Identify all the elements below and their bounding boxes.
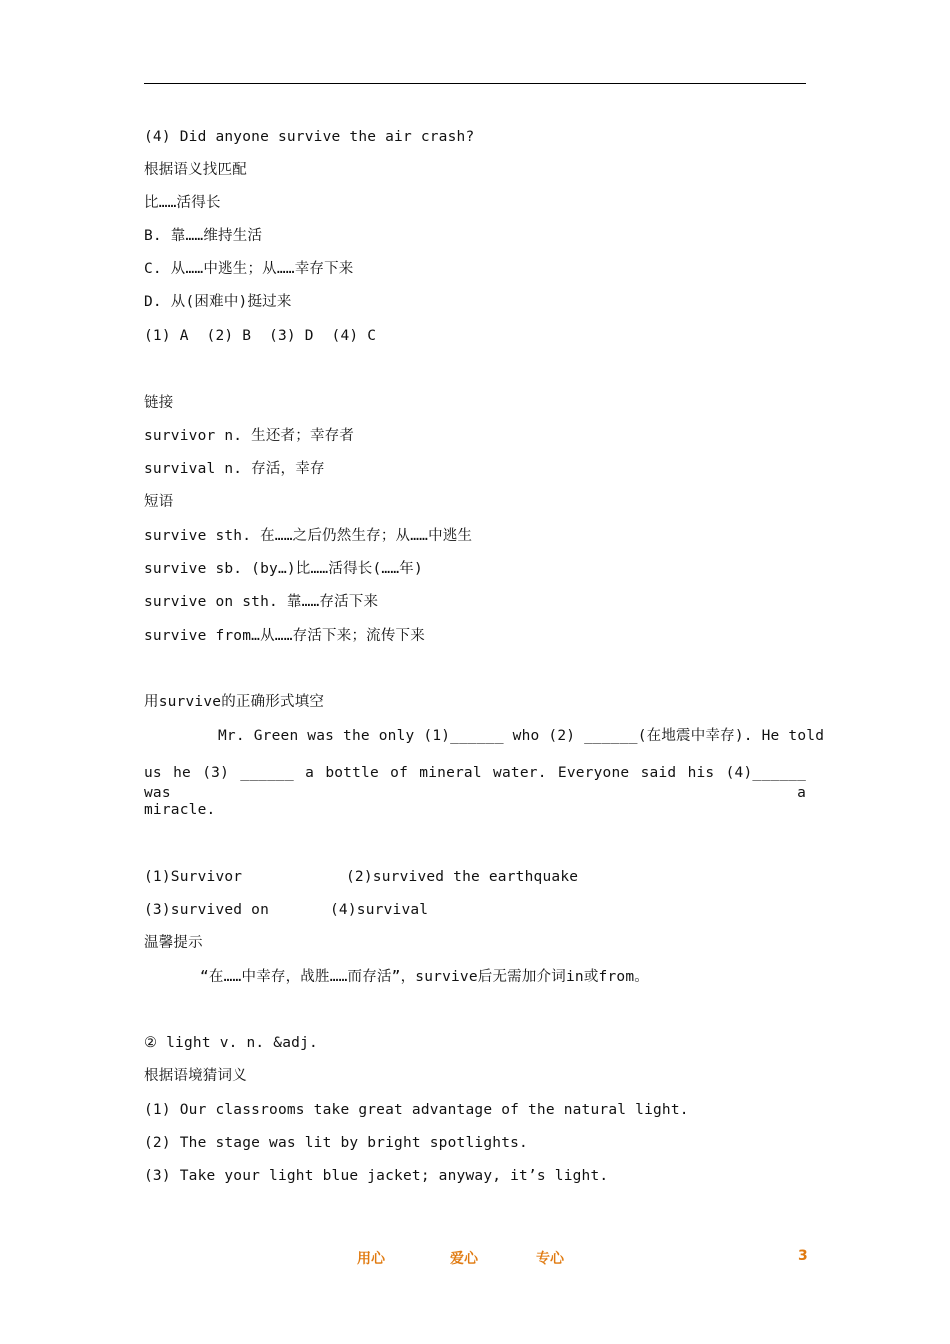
option-a: 比……活得长 [144,195,221,211]
passage-line-1: Mr. Green was the only (1)______ who (2) ______(在地震中幸存). He told [218,728,825,744]
phrase-survive-sth: survive sth. 在……之后仍然生存；从……中逃生 [144,528,473,544]
light-example-3: (3) Take your light blue jacket; anyway, it’s light. [144,1168,609,1184]
answer-1: (1)Survivor [144,869,243,885]
fill-blank-heading: 用survive的正确形式填空 [144,694,325,710]
tip-title: 温馨提示 [144,935,203,951]
option-c: C. 从……中逃生；从……幸存下来 [144,261,354,277]
light-example-2: (2) The stage was lit by bright spotlights. [144,1135,528,1151]
header-rule [144,83,806,84]
phrase-survive-from: survive from…从……存活下来；流传下来 [144,628,425,644]
footer-word-2: 爱心 [450,1251,478,1267]
footer-word-3: 专心 [536,1251,564,1267]
option-b: B. 靠……维持生活 [144,228,263,244]
matching-answers: (1) A (2) B (3) D (4) C [144,328,377,344]
light-example-1: (1) Our classrooms take great advantage of the natural light. [144,1102,689,1118]
question-4: (4) Did anyone survive the air crash? [144,129,475,145]
link-heading: 链接 [144,395,174,411]
survivor-definition: survivor n. 生还者；幸存者 [144,428,355,444]
tip-text: “在……中幸存，战胜……而存活”，survive后无需加介词in或from。 [200,969,649,985]
section-2-heading: ② light v. n. &adj. [144,1035,318,1051]
answer-2: (2)survived the earthquake [346,869,579,885]
page-number: 3 [798,1248,808,1264]
section-2-subheading: 根据语境猜词义 [144,1068,247,1084]
option-d: D. 从(困难中)挺过来 [144,294,292,310]
passage-line-2: us he (3) ______ a bottle of mineral water. Everyone said his (4)______ was a [144,765,806,801]
survival-definition: survival n. 存活，幸存 [144,461,325,477]
phrase-survive-sb: survive sb. (by…)比……活得长(……年) [144,561,423,577]
phrase-survive-on: survive on sth. 靠……存活下来 [144,594,379,610]
answer-4: (4)survival [330,902,429,918]
answer-3: (3)survived on [144,902,270,918]
matching-heading: 根据语义找匹配 [144,162,247,178]
passage-line-3: miracle. [144,802,216,818]
phrases-heading: 短语 [144,494,174,510]
footer-word-1: 用心 [357,1251,385,1267]
